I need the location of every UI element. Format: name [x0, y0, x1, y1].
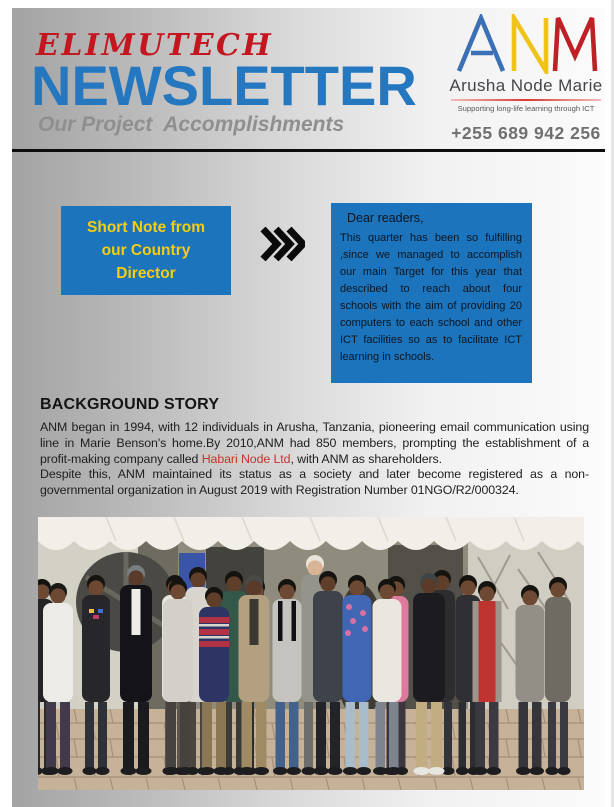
- group-photo-canvas: [38, 517, 584, 790]
- brand-title: ELIMUTECH: [36, 28, 274, 63]
- story-paragraph-1: [40, 420, 589, 467]
- newsletter-subtitle: Our Project Accomplishments: [38, 113, 345, 136]
- note-body: This quarter has been so fulfilling ,since we managed to accomplish our main Target for this year that described to reach about four schools with the aim of providing 20 computers to each school and other ICT facilities so as to facilitate ICT learning in schools.: [340, 232, 522, 363]
- logo-name: Arusha Node Marie: [449, 76, 603, 95]
- triple-chevron-icon: [259, 225, 305, 263]
- anm-letters-icon: [453, 14, 599, 74]
- story-p1-after: , with ANM as shareholders.: [290, 451, 442, 466]
- director-note-content-box: [331, 203, 532, 383]
- country-director-note-box: [61, 206, 231, 295]
- story-p1-before: ANM began in 1994, with 12 individuals in Arusha, Tanzania, pioneering email communication using line in Marie Benson's home.By 2010,ANM had 850 members, prompting the establishment of a profit-making company called: [40, 420, 589, 466]
- background-story-text: [40, 420, 589, 499]
- logo-tagline: Supporting long-life learning through ICT: [457, 104, 595, 113]
- background-story-heading: BACKGROUND STORY: [40, 396, 220, 413]
- newsletter-title: NEWSLETTER: [31, 54, 417, 117]
- note-greeting: Dear readers,: [347, 211, 424, 225]
- anm-logo: [447, 14, 605, 144]
- phone-number: +255 689 942 256: [451, 123, 601, 143]
- note-label-text: Short Note from our Country Director: [87, 218, 205, 283]
- header-divider: [12, 149, 605, 152]
- group-photo: [38, 517, 584, 790]
- habari-node-highlight: Habari Node Ltd: [201, 451, 291, 466]
- story-paragraph-2: Despite this, ANM maintained its status as a society and later become registered as a non-governmental organization in August 2019 with Registration Number 01NGO/R2/000324.: [40, 467, 589, 497]
- logo-red-divider: [451, 99, 601, 101]
